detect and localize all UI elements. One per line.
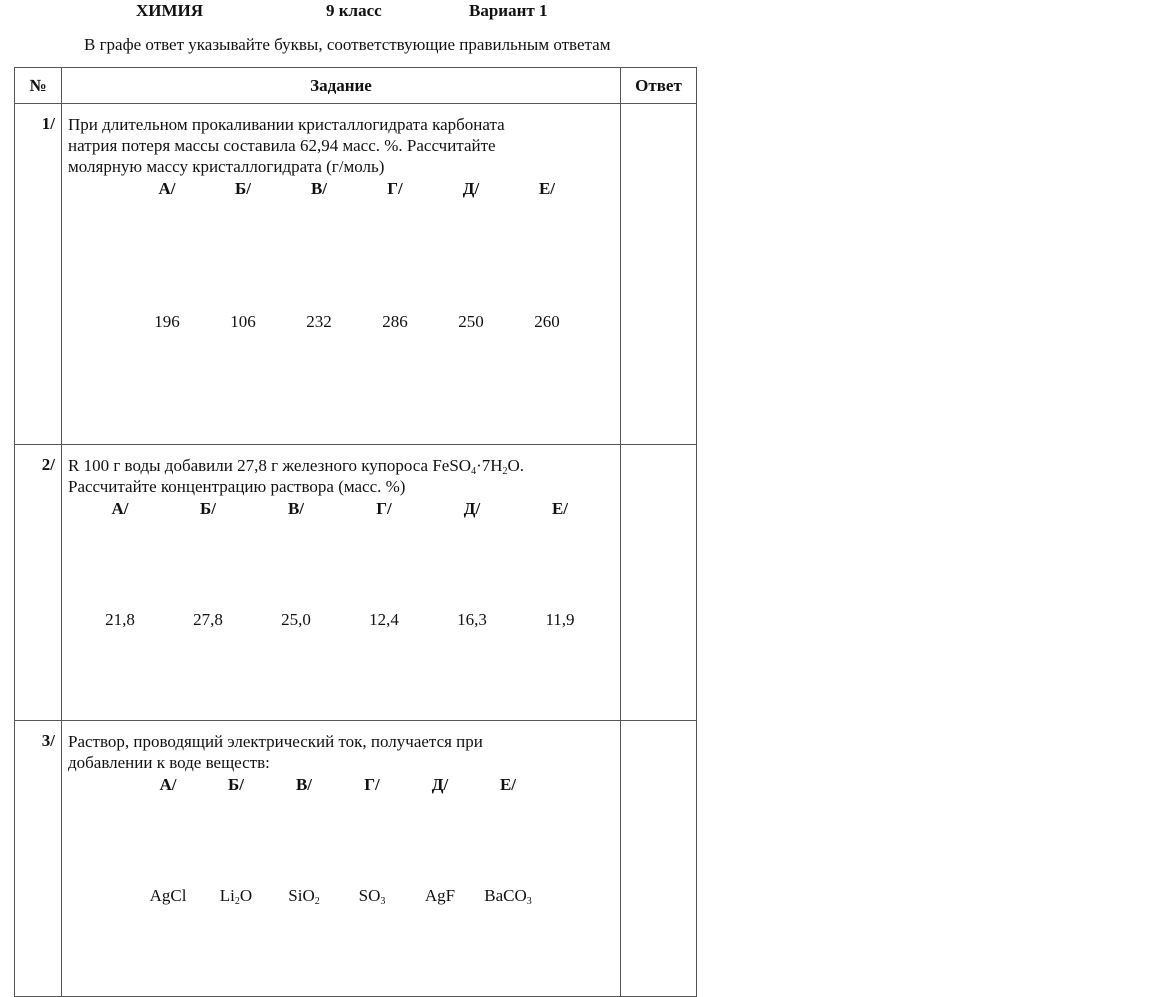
option-label: А/ xyxy=(159,775,177,794)
option-label: А/ xyxy=(158,179,176,198)
header-number: № xyxy=(15,68,62,104)
option-label: Е/ xyxy=(551,499,569,518)
option-label: Б/ xyxy=(235,179,251,198)
question-number: 2/ xyxy=(15,445,62,721)
option-value: 286 xyxy=(382,312,408,331)
options-grid xyxy=(134,774,542,996)
option-label: Б/ xyxy=(200,499,216,518)
question-text-line: R 100 г воды добавили 27,8 г железного купороса $FeSO_4\cdot 7H_2O$. xyxy=(68,456,525,477)
question-text-line: При длительном прокаливании кристаллогидрата карбоната xyxy=(68,115,505,134)
option-label: Г/ xyxy=(376,499,392,518)
question-number: 3/ xyxy=(15,721,62,997)
variant-label: Вариант 1 xyxy=(469,1,548,20)
options-grid xyxy=(129,178,585,444)
option-label: В/ xyxy=(287,499,305,518)
option-value: 196 xyxy=(154,312,180,331)
header-answer: Ответ xyxy=(621,68,697,104)
subject-title: ХИМИЯ xyxy=(136,1,204,20)
option-label: Г/ xyxy=(387,179,403,198)
question-text-line: молярную массу кристаллогидрата (г/моль) xyxy=(68,157,385,176)
option-label: Б/ xyxy=(228,775,244,794)
option-formula: $SO_3$ xyxy=(358,886,386,907)
question-text-line: Раствор, проводящий электрический ток, получается при xyxy=(68,732,483,751)
option-label: Е/ xyxy=(499,775,517,794)
question-text-line: Рассчитайте концентрацию раствора (масс. %) xyxy=(68,477,406,496)
option-value: 25,0 xyxy=(281,610,311,629)
option-formula: BaCO$_3$ xyxy=(484,886,532,907)
answer-cell[interactable] xyxy=(621,445,697,721)
option-value: 260 xyxy=(534,312,560,331)
option-label: В/ xyxy=(295,775,313,794)
question-text-line: натрия потеря массы составила 62,94 масс. %. Рассчитайте xyxy=(68,136,496,155)
option-value: 16,3 xyxy=(457,610,487,629)
question-task xyxy=(62,104,621,445)
answer-cell[interactable] xyxy=(621,104,697,445)
option-value: 106 xyxy=(230,312,256,331)
option-label: Д/ xyxy=(462,179,480,198)
option-value: 250 xyxy=(458,312,484,331)
question-task xyxy=(62,445,621,721)
option-label: А/ xyxy=(111,499,129,518)
table-row xyxy=(15,721,697,997)
option-formula: AgF xyxy=(424,886,456,905)
question-text-line: добавлении к воде веществ: xyxy=(68,753,270,772)
option-label: Е/ xyxy=(538,179,556,198)
option-value: 21,8 xyxy=(105,610,135,629)
question-number: 1/ xyxy=(15,104,62,445)
option-value: 12,4 xyxy=(369,610,399,629)
option-value: 232 xyxy=(306,312,332,331)
option-label: Г/ xyxy=(364,775,380,794)
option-value: 11,9 xyxy=(545,610,575,629)
table-row xyxy=(15,445,697,721)
option-value: 27,8 xyxy=(193,610,223,629)
tasks-table xyxy=(14,67,697,997)
option-formula: SiO$_2$ xyxy=(288,886,320,907)
answer-cell[interactable] xyxy=(621,721,697,997)
option-label: В/ xyxy=(310,179,328,198)
instruction-text: В графе ответ указывайте буквы, соответствующие правильным ответам xyxy=(84,35,611,54)
option-formula: $Li_2O$ xyxy=(219,886,253,907)
header-task: Задание xyxy=(62,68,621,104)
question-task xyxy=(62,721,621,997)
option-label: Д/ xyxy=(431,775,449,794)
option-label: Д/ xyxy=(463,499,481,518)
options-grid xyxy=(76,498,604,720)
option-formula: AgCl xyxy=(149,886,187,905)
grade-label: 9 класс xyxy=(326,1,382,20)
table-header-row xyxy=(15,68,697,104)
table-row xyxy=(15,104,697,445)
